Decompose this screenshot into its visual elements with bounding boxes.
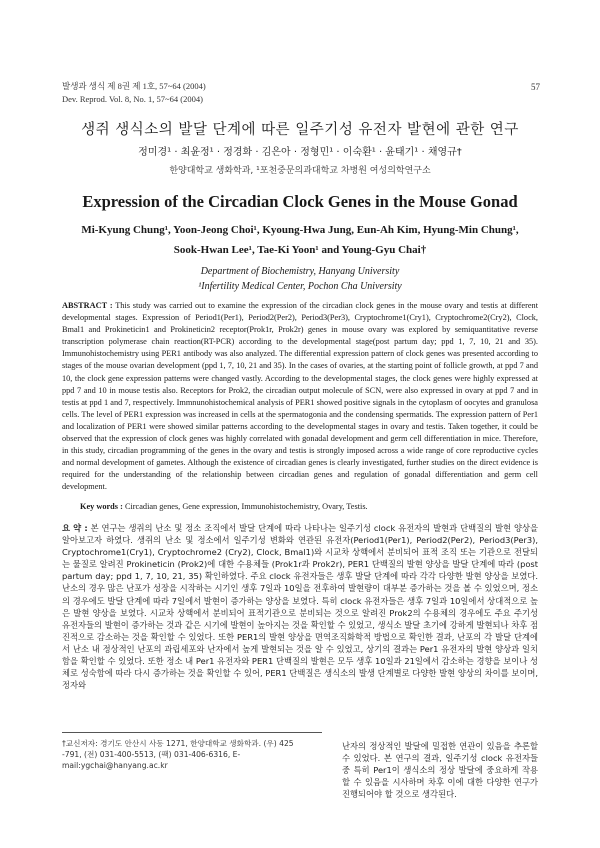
journal-header-en: Dev. Reprod. Vol. 8, No. 1, 57~64 (2004) — [62, 94, 203, 104]
abstract-label: ABSTRACT : — [62, 301, 113, 310]
keywords — [80, 502, 540, 511]
keywords-text: Circadian genes, Gene expression, Immunohistochemistry, Ovary, Testis. — [124, 502, 368, 511]
english-affiliation-line2: ¹Infertility Medical Center, Pochon Cha University — [198, 281, 402, 292]
english-authors-line2: Sook-Hwan Lee¹, Tae-Ki Yoon¹ and Young-Gyu Chai† — [173, 244, 427, 256]
korean-abstract-continued: 난자의 정상적인 발달에 밀접한 연관이 있음을 추론할 수 있었다. 본 연구의 결과, 일주기성 clock 유전자들 중 특히 Per1이 생식소의 정상 발달에 중요하게 작용할 수 있음을 시사하며 차후 이에 대한 다양한 연구가 진행되어야 할 것으로 생각된다. — [342, 741, 538, 800]
journal-header-ko: 발생과 생식 제 8권 제 1호, 57~64 (2004) — [62, 81, 206, 91]
english-authors — [60, 220, 540, 260]
korean-abstract-text: 본 연구는 생쥐의 난소 및 정소 조직에서 발달 단계에 따라 나타나는 일주기성 clock 유전자의 발현과 단백질의 발현 양상을 알아보고자 하였다. 생쥐의 난소 및 정소에서 일주기성 변화와 연관된 유전자(Period1(Per1), Period2(Per2), Period3(Per3), Cryptochrome1(Cry1), Cryptochrome2 (Cry2), Clock, Bmal1)와 시교차 상핵에서 분비되어 표적 조직 또는 기관으로 전달되는 물질로 알려진 Prokineticin (Prok2)에 대한 수용체들 (Prok1r과 Prok2r), PER1 단백질의 발현 양상을 발달 단계에 따라 (post partum day; ppd 1, 7, 10, 21, 35) 확인하였다. 주요 clock 유전자들은 생후 발달 단계에 따라 각각 다양한 발현 양상을 보였다. 난소의 경우 많은 난포가 성장을 시작하는 시기인 생후 7일과 10일을 전후하여 발현량이 대부분 증가하는 것을 볼 수 있었으며, 정소의 경우에도 발달 단계에 따라 7일에서 발현이 증가하는 양상을 보였다. 특히 clock 유전자들은 생후 7일과 10일에서 상대적으로 높은 발현 양상을 보였다. 시교차 상핵에서 분비되어 표적기관으로 분비되는 것으로 알려진 Prok2의 수용체의 경우에도 주요 주기성 유전자들의 발현이 증가하는 것과 같은 시기에 발현이 높아지는 것을 확인할 수 있었고, 생식소 발달 초기에 강하게 발현되나 차후 점진적으로 감소하는 것을 확인할 수 있었다. 또한 PER1의 발현 양상을 면역조직화학적 방법으로 확인한 결과, 난포의 각 발달 단계에서 난소 내 정상적인 난포의 과립세포와 난자에서 높게 발현되는 것을 알 수 있었고, 상기의 결과는 Per1 유전자의 발현 양상과 일치함을 확인할 수 있었다. 또한 정소 내 Per1 유전자와 PER1 단백질의 발현은 모두 생후 10일과 21일에서 감소하는 경향을 보이나 성체로 성숙함에 따라 다시 증가하는 것을 확인할 수 있어, PER1 단백질은 생식소의 발생 단계별로 다양한 발현 양상의 차이를 보이며, 정자와 — [62, 523, 539, 691]
english-affiliation-line1: Department of Biochemistry, Hanyang University — [200, 266, 400, 277]
abstract-text: This study was carried out to examine the expression of the circadian clock genes in the mouse ovary and testis at different developmental stages. Expression of Period1(Per1), Period2(Per2), Period3(Per3), Cryptochrome1(Cry1), Cryptochrome2(Cry2), Clock, Bmal1 and Prokineticin1 and Prokineticin2 receptor(Prok1r, Prok2r) genes in mouse ovary was explored by semiquantitative reverse transcription polymerase chain reaction(RT-PCR) according to the developmental stage(post partum day; ppd 1, 7, 10, 21 and 35). Immunohistochemistry using PER1 antibody was also analyzed. The differential expression pattern of clock genes was presented according to stages of the mouse ovarian development (ppd 1, 7, 10, 21 and 35). In the cases of ovaries, at the starting point of follicle growth, at ppd 7 and 10, the clock gene expression patterns were changed vastly. According to the developmental stages, the clock genes were highly expressed at ppd 7 and 10 in mouse testis also. Receptors for Prok2, the circadian output molecule of SCN, were also expressed in ovary at ppd 7 and in testis at ppd 1 and 7, respectively. Immnunohistochemical analysis of PER1 showed positive signals in the cytoplasm of oocytes and granulosa cells. The level of PER1 expression was increased in cells at the spermatogonia and the condensing spermatids. The expression pattern of Per1 and localization of PER1 were showed similar patterns according to the developmental stages in ovary and testis. Taken together, it could be observed that the expression of clock genes was highly correlated with gonadal development and germ cell differentiation in mice. Therefore, in this study, circadian programming of the genes in the ovary and testis is strongly imposed across a wide range of core reproductive cycles and normal development of gametes. Although the existence of circadian genes is clearly investigated, further studies on the direct evidence is required for the understanding of the relationship between circadian genes and regulation of gonadal differentiation and germ cell development. — [62, 301, 538, 492]
english-title: Expression of the Circadian Clock Genes in the Mouse Gonad — [82, 192, 518, 211]
footnote-line2: -791, (전) 031-400-5513, (팩) 031-406-6316, E-mail:ygchai@hanyang.ac.kr — [62, 750, 241, 770]
footnote-line1: †교신저자: 경기도 안산시 사동 1271, 한양대학교 생화학과. (우) 425 — [62, 739, 294, 748]
korean-affiliation: 한양대학교 생화학과, ¹포천중문의과대학교 차병원 여성의학연구소 — [169, 166, 431, 176]
english-affiliation — [0, 264, 600, 294]
abstract — [62, 300, 538, 494]
korean-title: 생쥐 생식소의 발달 단계에 따른 일주기성 유전자 발현에 관한 연구 — [81, 122, 519, 138]
footnote-divider — [62, 732, 322, 733]
english-authors-line1: Mi-Kyung Chung¹, Yoon-Jeong Choi¹, Kyoung-Hwa Jung, Eun-Ah Kim, Hyung-Min Chung¹, — [81, 224, 519, 236]
korean-abstract — [62, 522, 538, 691]
keywords-label: Key words : — [80, 502, 123, 511]
page-number: 57 — [531, 82, 540, 92]
correspondence-footnote — [62, 738, 332, 771]
korean-abstract-label: 요 약 : — [62, 523, 88, 533]
korean-authors: 정미경¹ · 최윤정¹ · 정경화 · 김은아 · 정형민¹ · 이숙환¹ · 윤태기¹ · 채영규† — [138, 147, 462, 158]
